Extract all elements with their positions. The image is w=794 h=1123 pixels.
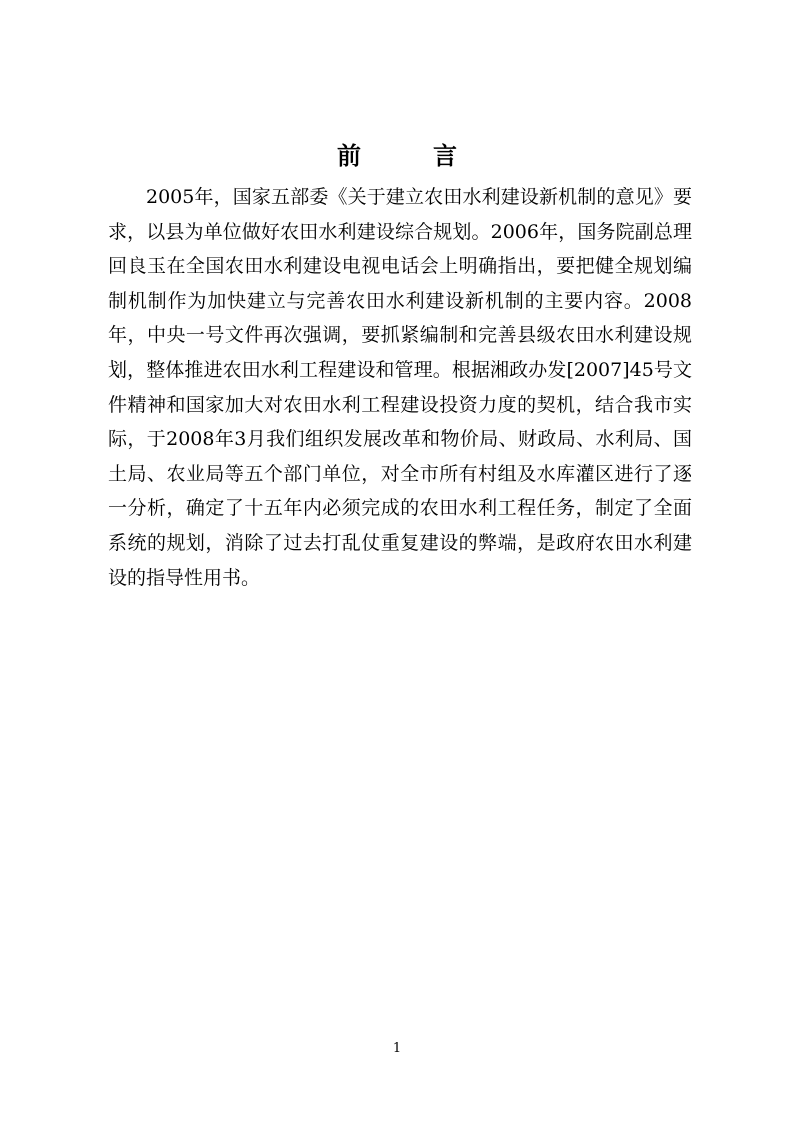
- page-number: 1: [392, 1041, 402, 1056]
- preface-paragraph: 2005年，国家五部委《关于建立农田水利建设新机制的意见》要求，以县为单位做好农田水利建设综合规划。2006年，国务院副总理回良玉在全国农田水利建设电视电话会上明确指出，要把健全规划编制机制作为加快建立与完善农田水利建设新机制的主要内容。2008年，中央一号文件再次强调，要抓紧编制和完善县级农田水利建设规划，整体推进农田水利工程建设和管理。根据湘政办发[2007]45号文件精神和国家加大对农田水利工程建设投资力度的契机，结合我市实际，于2008年3月我们组织发展改革和物价局、财政局、水利局、国土局、农业局等五个部门单位，对全市所有村组及水库灌区进行了逐一分析，确定了十五年内必须完成的农田水利工程任务，制定了全面系统的规划，消除了过去打乱仗重复建设的弊端，是政府农田水利建设的指导性用书。: [108, 186, 692, 589]
- page-title: 前言: [337, 141, 529, 170]
